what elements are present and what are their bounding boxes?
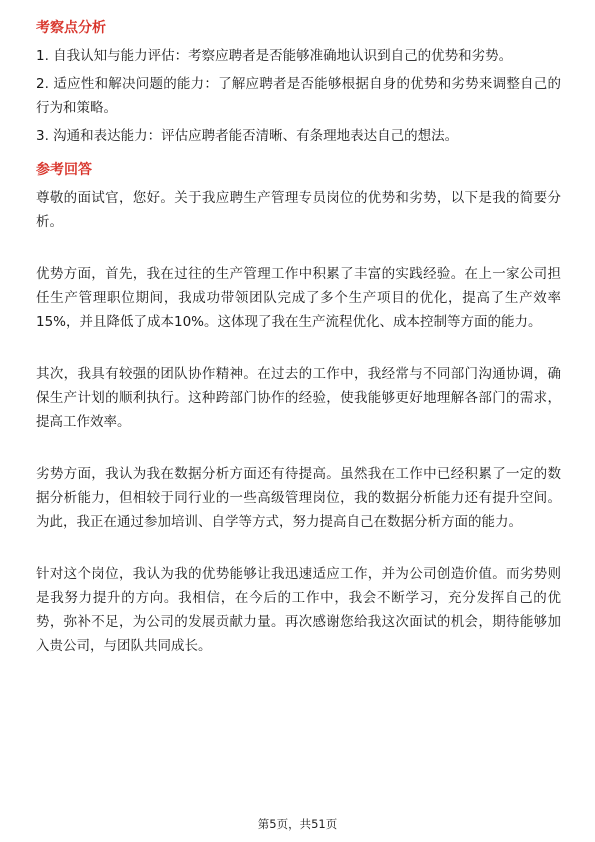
answer-paragraph: 劣势方面，我认为我在数据分析方面还有待提高。虽然我在工作中已经积累了一定的数据分析能力，但相较于同行业的一些高级管理岗位，我的数据分析能力还有提升空间。为此，我正在通过参加培训、自学等方式，努力提高自己在数据分析方面的能力。 — [36, 466, 561, 530]
analysis-item: 3. 沟通和表达能力：评估应聘者能否清晰、有条理地表达自己的想法。 — [36, 128, 459, 144]
answer-body — [36, 186, 561, 658]
answer-heading: 参考回答 — [36, 162, 92, 178]
analysis-list — [36, 44, 561, 148]
answer-paragraph: 其次，我具有较强的团队协作精神。在过去的工作中，我经常与不同部门沟通协调，确保生产计划的顺利执行。这种跨部门协作的经验，使我能够更好地理解各部门的需求，提高工作效率。 — [36, 366, 561, 430]
page-indicator: 第5页，共51页 — [257, 817, 338, 831]
analysis-item: 2. 适应性和解决问题的能力：了解应聘者是否能够根据自身的优势和劣势来调整自己的行为和策略。 — [36, 76, 561, 116]
answer-paragraph: 优势方面，首先，我在过往的生产管理工作中积累了丰富的实践经验。在上一家公司担任生产管理职位期间，我成功带领团队完成了多个生产项目的优化，提高了生产效率15%，并且降低了成本10%。这体现了我在生产流程优化、成本控制等方面的能力。 — [36, 266, 561, 330]
analysis-item: 1. 自我认知与能力评估：考察应聘者是否能够准确地认识到自己的优势和劣势。 — [36, 48, 513, 64]
document-page — [36, 18, 561, 658]
answer-paragraph: 尊敬的面试官，您好。关于我应聘生产管理专员岗位的优势和劣势，以下是我的简要分析。 — [36, 190, 561, 230]
analysis-heading: 考察点分析 — [36, 20, 106, 36]
answer-paragraph: 针对这个岗位，我认为我的优势能够让我迅速适应工作，并为公司创造价值。而劣势则是我努力提升的方向。我相信，在今后的工作中，我会不断学习，充分发挥自己的优势，弥补不足，为公司的发展贡献力量。再次感谢您给我这次面试的机会，期待能够加入贵公司，与团队共同成长。 — [36, 566, 561, 654]
